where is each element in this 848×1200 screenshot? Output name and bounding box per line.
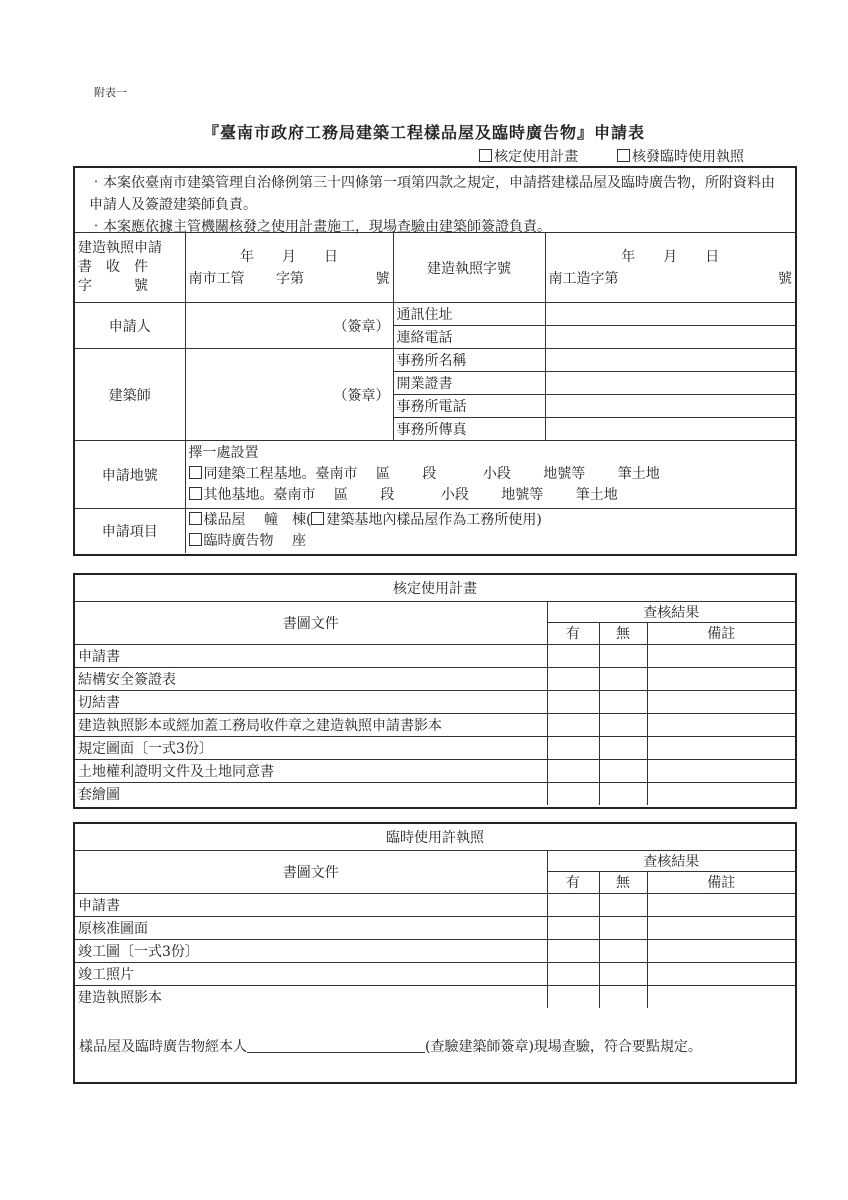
no-cell[interactable]	[599, 667, 647, 690]
office-fax-label: 事務所傳真	[393, 418, 545, 441]
no-cell[interactable]	[599, 736, 647, 759]
table-row	[75, 962, 795, 985]
doc-name: 申請書	[75, 893, 547, 916]
permit-checklist	[73, 822, 797, 1084]
no-cell[interactable]	[599, 916, 647, 939]
no-cell[interactable]	[599, 759, 647, 782]
note-cell[interactable]	[647, 985, 795, 1008]
phone-label: 連絡電話	[393, 326, 545, 349]
checkbox[interactable]	[617, 149, 630, 162]
plan-section-title: 核定使用計畫	[75, 575, 795, 601]
col-yes: 有	[547, 871, 599, 893]
doc-name: 規定圖面〔一式3份〕	[75, 736, 547, 759]
checkbox[interactable]	[189, 466, 202, 479]
yes-cell[interactable]	[547, 690, 599, 713]
note-cell[interactable]	[647, 782, 795, 805]
doc-header: 書圖文件	[75, 850, 547, 893]
checkbox[interactable]	[189, 533, 202, 546]
note-cell[interactable]	[647, 667, 795, 690]
receipt-no-field[interactable]: 年 月 日 南市工管 字第 號	[185, 233, 393, 303]
yes-cell[interactable]	[547, 916, 599, 939]
yes-cell[interactable]	[547, 893, 599, 916]
application-form	[73, 166, 797, 556]
note-cell[interactable]	[647, 893, 795, 916]
checkbox[interactable]	[311, 512, 324, 525]
yes-cell[interactable]	[547, 644, 599, 667]
architect-sign-field[interactable]: （簽章）	[185, 349, 393, 441]
doc-name: 結構安全簽證表	[75, 667, 547, 690]
plan-checklist	[73, 573, 797, 809]
note-cell[interactable]	[647, 736, 795, 759]
doc-name: 建造執照影本或經加蓋工務局收件章之建造執照申請書影本	[75, 713, 547, 736]
item-options	[185, 509, 795, 553]
office-name-field[interactable]	[545, 349, 795, 372]
option-approve-plan[interactable]: 核定使用計畫	[479, 149, 578, 165]
result-header: 查核結果	[547, 601, 795, 622]
doc-name: 套繪圖	[75, 782, 547, 805]
yes-cell[interactable]	[547, 667, 599, 690]
no-cell[interactable]	[599, 713, 647, 736]
no-cell[interactable]	[599, 962, 647, 985]
applicant-label: 申請人	[75, 303, 185, 349]
checkbox[interactable]	[479, 149, 492, 162]
col-note: 備註	[647, 622, 795, 644]
note-cell[interactable]	[647, 713, 795, 736]
address-label: 通訊住址	[393, 303, 545, 326]
permit-section-title: 臨時使用許執照	[75, 824, 795, 850]
item-option-sample-house[interactable]: 樣品屋 幢 棟( 建築基地內樣品屋作為工務所使用)	[189, 510, 793, 531]
yes-cell[interactable]	[547, 736, 599, 759]
note-cell[interactable]	[647, 916, 795, 939]
applicant-sign-field[interactable]: （簽章）	[185, 303, 393, 349]
site-option-same[interactable]: 同建築工程基地。臺南市 區 段 小段 地號等 筆土地	[189, 464, 793, 485]
license-label: 開業證書	[393, 372, 545, 395]
note-1: ‧本案依臺南市建築管理自治條例第三十四條第一項第四款之規定，申請搭建樣品屋及臨時廣告物，所附資料由申請人及簽證建築師負責。	[89, 175, 775, 213]
table-row	[75, 713, 795, 736]
note-cell[interactable]	[647, 690, 795, 713]
note-cell[interactable]	[647, 759, 795, 782]
doc-name: 申請書	[75, 644, 547, 667]
form-type-options	[479, 146, 744, 166]
item-label: 申請項目	[75, 509, 185, 553]
item-option-billboard[interactable]: 臨時廣告物 座	[189, 531, 793, 552]
inspection-statement: 樣品屋及臨時廣告物經本人 (查驗建築師簽章)現場查驗，符合要點規定。	[79, 1039, 702, 1055]
doc-name: 原核准圖面	[75, 916, 547, 939]
site-options	[185, 441, 795, 509]
site-option-other[interactable]: 其他基地。臺南市 區 段 小段 地號等 筆土地	[189, 485, 793, 506]
permit-no-label: 建造執照字號	[393, 233, 545, 303]
table-row	[75, 916, 795, 939]
applicant-table	[75, 232, 795, 553]
table-row	[75, 759, 795, 782]
form-title: 『臺南市政府工務局建築工程樣品屋及臨時廣告物』申請表	[202, 123, 645, 142]
site-label: 申請地號	[75, 441, 185, 509]
table-row	[75, 893, 795, 916]
yes-cell[interactable]	[547, 985, 599, 1008]
office-phone-field[interactable]	[545, 395, 795, 418]
doc-name: 切結書	[75, 690, 547, 713]
checkbox[interactable]	[189, 512, 202, 525]
address-field[interactable]	[545, 303, 795, 326]
note-cell[interactable]	[647, 644, 795, 667]
doc-name: 竣工照片	[75, 962, 547, 985]
col-no: 無	[599, 871, 647, 893]
doc-name: 竣工圖〔一式3份〕	[75, 939, 547, 962]
table-row	[75, 667, 795, 690]
yes-cell[interactable]	[547, 962, 599, 985]
no-cell[interactable]	[599, 690, 647, 713]
table-row	[75, 985, 795, 1008]
license-field[interactable]	[545, 372, 795, 395]
office-phone-label: 事務所電話	[393, 395, 545, 418]
architect-label: 建築師	[75, 349, 185, 441]
result-header: 查核結果	[547, 850, 795, 871]
yes-cell[interactable]	[547, 759, 599, 782]
no-cell[interactable]	[599, 893, 647, 916]
phone-field[interactable]	[545, 326, 795, 349]
no-cell[interactable]	[599, 985, 647, 1008]
yes-cell[interactable]	[547, 782, 599, 805]
table-row	[75, 690, 795, 713]
site-choose-text: 擇一處設置	[188, 445, 259, 461]
yes-cell[interactable]	[547, 939, 599, 962]
col-yes: 有	[547, 622, 599, 644]
table-row	[75, 644, 795, 667]
office-fax-field[interactable]	[545, 418, 795, 441]
yes-cell[interactable]	[547, 713, 599, 736]
col-note: 備註	[647, 871, 795, 893]
no-cell[interactable]	[599, 782, 647, 805]
no-cell[interactable]	[599, 644, 647, 667]
note-cell[interactable]	[647, 939, 795, 962]
table-row	[75, 782, 795, 805]
option-temp-permit[interactable]: 核發臨時使用執照	[617, 149, 744, 165]
office-name-label: 事務所名稱	[393, 349, 545, 372]
architect-signature-line[interactable]	[247, 1038, 425, 1053]
doc-name: 建造執照影本	[75, 985, 547, 1008]
receipt-no-label: 建造執照申請 書 收 件 字 號	[75, 233, 185, 303]
checkbox[interactable]	[189, 487, 202, 500]
no-cell[interactable]	[599, 939, 647, 962]
col-no: 無	[599, 622, 647, 644]
note-2: ‧本案應依據主管機關核發之使用計畫施工，現場查驗由建築師簽證負責。	[89, 219, 551, 235]
table-row	[75, 736, 795, 759]
note-cell[interactable]	[647, 962, 795, 985]
attachment-label: 附表一	[94, 86, 127, 99]
doc-name: 土地權利證明文件及土地同意書	[75, 759, 547, 782]
form-notes	[75, 168, 795, 235]
doc-header: 書圖文件	[75, 601, 547, 644]
table-row	[75, 939, 795, 962]
permit-no-field[interactable]: 年 月 日 南工造字第 號	[545, 233, 795, 303]
